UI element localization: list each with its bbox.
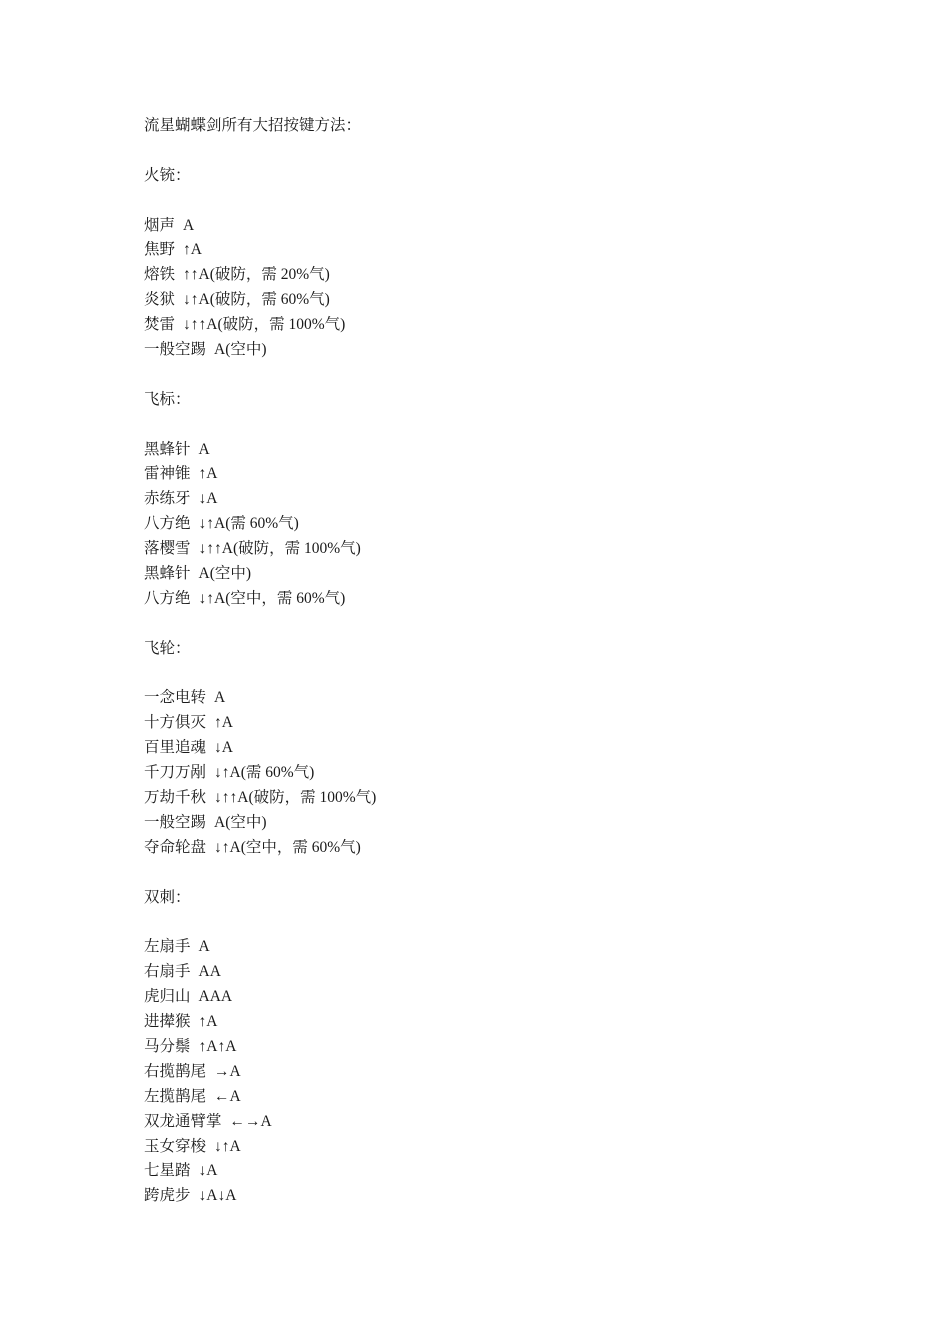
move-row xyxy=(144,462,904,487)
move-name: 双龙通臂掌 xyxy=(144,1112,222,1130)
move-name: 夺命轮盘 xyxy=(144,838,207,856)
move-name: 万劫千秋 xyxy=(144,789,207,807)
move-name: 左扇手 xyxy=(144,938,191,956)
move-name: 黑蜂针 xyxy=(144,565,191,583)
move-row xyxy=(144,1085,904,1110)
move-row xyxy=(144,686,904,711)
move-row xyxy=(144,736,904,761)
move-name: 八方绝 xyxy=(144,515,191,533)
move-name: 落樱雪 xyxy=(144,540,191,558)
move-name: 烟声 xyxy=(144,216,176,234)
move-name: 一般空踢 xyxy=(144,813,207,831)
move-name: 右揽鹊尾 xyxy=(144,1062,207,1080)
move-keys: ↑A xyxy=(214,714,233,732)
move-keys: ↓A↓A xyxy=(198,1187,237,1205)
move-name: 千刀万剐 xyxy=(144,764,207,782)
move-keys: ↓↑A(空中，需 60%气) xyxy=(198,589,346,607)
move-keys: A(空中) xyxy=(198,565,252,583)
move-name: 一念电转 xyxy=(144,689,207,707)
move-row xyxy=(144,537,904,562)
section-heading-shuangci: 双刺： xyxy=(144,888,191,906)
move-row xyxy=(144,811,904,836)
move-row xyxy=(144,960,904,985)
move-keys: ←→A xyxy=(229,1112,272,1130)
move-row xyxy=(144,985,904,1010)
spacer xyxy=(144,662,904,687)
move-name: 玉女穿梭 xyxy=(144,1137,207,1155)
move-row xyxy=(144,238,904,263)
document-title: 流星蝴蝶剑所有大招按键方法： xyxy=(144,117,362,134)
move-row xyxy=(144,214,904,239)
section-heading-feibiao: 飞标： xyxy=(144,390,191,408)
move-keys: ↓A xyxy=(198,490,218,508)
move-name: 百里追魂 xyxy=(144,739,207,757)
move-row xyxy=(144,587,904,612)
move-keys: ↓A xyxy=(198,1162,218,1180)
move-keys: ↓↑A(空中，需 60%气) xyxy=(214,838,361,856)
move-keys: A xyxy=(198,938,210,956)
move-row xyxy=(144,512,904,537)
move-name: 跨虎步 xyxy=(144,1187,191,1205)
move-row xyxy=(144,438,904,463)
move-name: 左揽鹊尾 xyxy=(144,1087,207,1105)
spacer xyxy=(144,861,904,886)
move-keys: ↑A xyxy=(183,241,202,259)
section-heading-feilun: 飞轮： xyxy=(144,639,191,657)
move-name: 炎狱 xyxy=(144,291,176,309)
move-name: 七星踏 xyxy=(144,1162,191,1180)
spacer xyxy=(144,139,904,164)
move-row xyxy=(144,313,904,338)
move-name: 十方俱灭 xyxy=(144,714,207,732)
move-name: 赤练牙 xyxy=(144,490,191,508)
move-keys: ↓↑A xyxy=(214,1137,241,1155)
move-keys: A(空中) xyxy=(214,813,267,831)
move-row xyxy=(144,786,904,811)
move-row xyxy=(144,935,904,960)
move-name: 一般空踢 xyxy=(144,341,207,359)
move-name: 焚雷 xyxy=(144,316,176,334)
move-row xyxy=(144,487,904,512)
move-keys: ↑A↑A xyxy=(198,1037,237,1055)
move-keys: A xyxy=(198,440,210,458)
move-list-feibiao xyxy=(144,438,904,612)
move-name: 八方绝 xyxy=(144,589,191,607)
move-keys: AA xyxy=(198,963,221,981)
move-row xyxy=(144,288,904,313)
move-keys: →A xyxy=(214,1062,241,1080)
move-row xyxy=(144,1010,904,1035)
move-keys: ↑A xyxy=(198,465,218,483)
move-name: 雷神锥 xyxy=(144,465,191,483)
move-keys: ↓↑A(需 60%气) xyxy=(198,515,299,533)
spacer xyxy=(144,363,904,388)
spacer xyxy=(144,911,904,936)
move-row xyxy=(144,263,904,288)
move-list-shuangci xyxy=(144,935,904,1209)
spacer xyxy=(144,189,904,214)
section-heading-huochong: 火铳： xyxy=(144,166,191,184)
move-name: 黑蜂针 xyxy=(144,440,191,458)
move-name: 焦野 xyxy=(144,241,176,259)
move-row xyxy=(144,1135,904,1160)
move-keys: ↓↑A(需 60%气) xyxy=(214,764,315,782)
move-keys: ↑A xyxy=(198,1013,218,1031)
move-keys: ↓↑↑A(破防，需 100%气) xyxy=(198,540,361,558)
move-keys: A xyxy=(183,216,195,234)
move-keys: A xyxy=(214,689,226,707)
move-row xyxy=(144,1159,904,1184)
move-row xyxy=(144,761,904,786)
move-row xyxy=(144,836,904,861)
move-row xyxy=(144,562,904,587)
move-keys: ↓↑↑A(破防，需 100%气) xyxy=(183,316,346,334)
move-row xyxy=(144,338,904,363)
move-keys: ←A xyxy=(214,1087,241,1105)
move-keys: ↑↑A(破防，需 20%气) xyxy=(183,266,330,284)
move-name: 马分鬃 xyxy=(144,1037,191,1055)
move-list-huochong xyxy=(144,214,904,363)
move-keys: ↓↑↑A(破防，需 100%气) xyxy=(214,789,377,807)
spacer xyxy=(144,413,904,438)
move-row xyxy=(144,1110,904,1135)
move-name: 熔铁 xyxy=(144,266,176,284)
move-keys: ↓A xyxy=(214,739,233,757)
move-name: 右扇手 xyxy=(144,963,191,981)
move-row xyxy=(144,711,904,736)
move-name: 虎归山 xyxy=(144,988,191,1006)
move-keys: AAA xyxy=(198,988,233,1006)
spacer xyxy=(144,612,904,637)
move-keys: A(空中) xyxy=(214,341,267,359)
move-row xyxy=(144,1060,904,1085)
move-row xyxy=(144,1184,904,1209)
document-body xyxy=(144,114,904,1209)
move-keys: ↓↑A(破防，需 60%气) xyxy=(183,291,330,309)
move-list-feilun xyxy=(144,686,904,860)
move-name: 进撵猴 xyxy=(144,1013,191,1031)
move-row xyxy=(144,1035,904,1060)
